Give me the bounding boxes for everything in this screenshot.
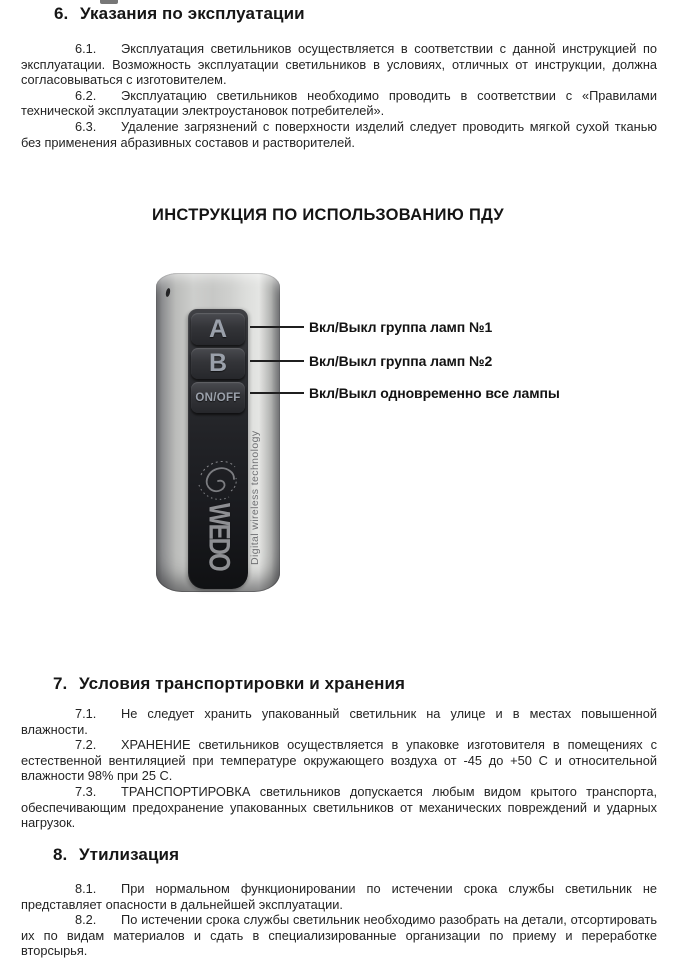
paragraph-8-2 bbox=[21, 912, 657, 959]
pdu-instruction-heading: ИНСТРУКЦИЯ ПО ИСПОЛЬЗОВАНИЮ ПДУ bbox=[152, 206, 504, 224]
paragraph-6-2 bbox=[21, 88, 657, 119]
paragraph-8-1 bbox=[21, 881, 657, 912]
paragraph-number: 6.2. bbox=[75, 87, 97, 103]
paragraph-text: При нормальном функционировании по истечении срока службы светильник не представляет опасности в дальнейшей эксплуатации. bbox=[21, 881, 657, 912]
section-number: 8. bbox=[53, 845, 68, 864]
section-8-body bbox=[21, 881, 657, 959]
button-onoff-label: ON/OFF bbox=[195, 391, 241, 404]
brand-swirl-icon bbox=[197, 453, 239, 503]
paragraph-text: Эксплуатация светильников осуществляется в соответствии с данной инструкцией по эксплуатации. Возможность эксплуатации светильников в условиях, отличных от инструкции, должна согласовываться с изготовителем. bbox=[21, 41, 657, 88]
paragraph-text: Эксплуатацию светильников необходимо проводить в соответствии с «Правилами технической эксплуатации электроустановок потребителей». bbox=[21, 87, 657, 119]
paragraph-text: ХРАНЕНИЕ светильников осуществляется в упаковке изготовителя в помещениях с естественной вентиляцией при температуре окружающего воздуха от -45 до +50 С и относительной влажности 98% при 25 С. bbox=[21, 737, 657, 784]
callout-all-lamps bbox=[250, 382, 560, 404]
paragraph-7-1 bbox=[21, 706, 657, 737]
callout-lamp-group-1 bbox=[250, 316, 492, 338]
section-7-heading bbox=[53, 674, 405, 694]
paragraph-number: 6.1. bbox=[75, 41, 97, 56]
section-8-heading bbox=[53, 845, 179, 865]
paragraph-text: ТРАНСПОРТИРОВКА светильников допускается любым видом крытого транспорта, обеспечивающим предохранение упакованных светильников от механических повреждений и ударных нагрузок. bbox=[21, 783, 657, 831]
paragraph-number: 7.1. bbox=[75, 706, 97, 721]
paragraph-7-3 bbox=[21, 784, 657, 831]
paragraph-number: 6.3. bbox=[75, 118, 97, 134]
button-a-label: A bbox=[208, 314, 228, 343]
paragraph-text: По истечении срока службы светильник необходимо разобрать на детали, отсортировать их по видам материалов и сдать в специализированные организации по приему и переработке вторсырья. bbox=[21, 912, 657, 959]
paragraph-6-1 bbox=[21, 41, 657, 88]
paragraph-number: 7.2. bbox=[75, 737, 97, 753]
callout-label: Вкл/Выкл группа ламп №2 bbox=[309, 353, 493, 369]
section-number: 7. bbox=[53, 674, 68, 693]
callout-line bbox=[250, 360, 304, 362]
callout-line bbox=[250, 392, 304, 394]
section-number: 6. bbox=[54, 4, 69, 23]
callout-line bbox=[250, 326, 304, 328]
paragraph-text: Не следует хранить упакованный светильник на улице и в местах повышенной влажности. bbox=[21, 706, 657, 737]
remote-side-text: Digital wireless technology bbox=[249, 430, 261, 565]
paragraph-6-3 bbox=[21, 119, 657, 150]
paragraph-number: 7.3. bbox=[75, 783, 97, 799]
paragraph-number: 8.1. bbox=[75, 881, 97, 896]
callout-label: Вкл/Выкл одновременно все лампы bbox=[309, 385, 560, 401]
paragraph-text: Удаление загрязнений с поверхности изделий следует проводить мягкой сухой тканью без применения абразивных составов и растворителей. bbox=[21, 118, 657, 150]
section-6-body bbox=[21, 41, 657, 150]
callout-label: Вкл/Выкл группа ламп №1 bbox=[309, 319, 493, 335]
callout-lamp-group-2 bbox=[250, 350, 492, 372]
remote-button-onoff bbox=[191, 382, 245, 413]
section-title: Указания по эксплуатации bbox=[80, 4, 305, 23]
section-7-body bbox=[21, 706, 657, 831]
brand-logo: WEDO bbox=[201, 503, 236, 570]
remote-button-a bbox=[191, 313, 245, 345]
section-title: Условия транспортировки и хранения bbox=[79, 674, 406, 693]
paragraph-7-2 bbox=[21, 737, 657, 784]
remote-button-b bbox=[191, 348, 245, 379]
paragraph-number: 8.2. bbox=[75, 912, 97, 928]
led-indicator-icon bbox=[165, 288, 171, 298]
button-b-label: B bbox=[208, 349, 228, 377]
section-title: Утилизация bbox=[79, 845, 180, 864]
remote-button-panel bbox=[188, 309, 248, 589]
section-6-heading bbox=[54, 4, 305, 24]
